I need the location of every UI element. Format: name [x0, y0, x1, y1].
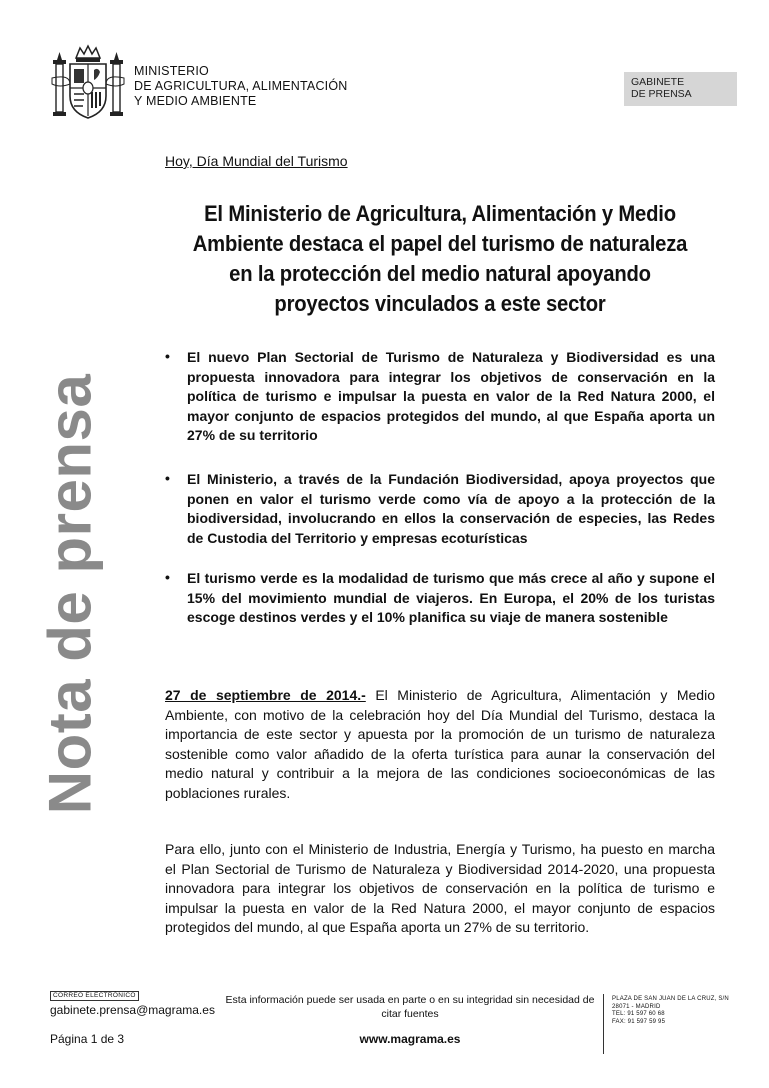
headline-line: en la protección del medio natural apoyando — [229, 261, 651, 286]
paragraph-text: Para ello, junto con el Ministerio de Industria, Energía y Turismo, ha puesto en marcha el Plan Sectorial de Turismo de Naturaleza y Biodiversidad 2014-2020, una propuesta innovadora para integrar los objetivos de conservación en la política de turismo e impulsar la puesta en valor de la Red Natura 2000, el mayor conjunto de espacios protegidos del mundo, al que España aporta un 27% de su territorio. — [165, 841, 715, 935]
website-link[interactable]: www.magrama.es — [359, 1032, 461, 1046]
bullet-text: El nuevo Plan Sectorial de Turismo de Naturaleza y Biodiversidad es una propuesta innovadora para integrar los objetivos de conservación en la política de turismo e impulsar la puesta en valor de la Red Natura 2000, el mayor conjunto de espacios protegidos del mundo, al que España aporta un 27% de su territorio — [187, 349, 715, 443]
email-label: CORREO ELECTRÓNICO — [50, 991, 139, 1001]
gabinete-prensa-box — [624, 72, 737, 106]
address-line: PLAZA DE SAN JUAN DE LA CRUZ, S/N — [612, 996, 729, 1002]
list-item: • El Ministerio, a través de la Fundación Biodiversidad, apoya proyectos que ponen en valor el turismo verde como vía de apoyo a la protección de la biodiversidad, involucrando en ellos la conservación de especies, las Redes de Custodia del Territorio y empresas ecoturísticas — [165, 470, 715, 548]
ministry-line: DE AGRICULTURA, ALIMENTACIÓN — [134, 79, 348, 93]
side-label: Nota de prensa — [36, 373, 104, 815]
headline-line: Ambiente destaca el papel del turismo de naturaleza — [192, 231, 688, 256]
address-line: 28071 - MADRID — [612, 1003, 661, 1010]
contact-email[interactable]: gabinete.prensa@magrama.es — [50, 1003, 215, 1017]
paragraph-text: El Ministerio de Agricultura, Alimentación y Medio Ambiente, con motivo de la celebración hoy del Día Mundial del Turismo, destaca la importancia de este sector y apuesta por la promoción de un turismo de naturaleza sostenible como valor añadido de la oferta turística para aunar la conservación del medio natural y contribuir a la mejora de las condiciones socioeconómicas de las poblaciones rurales. — [165, 687, 715, 801]
footer-divider — [603, 994, 604, 1054]
usage-note: Esta información puede ser usada en parte o en su integridad sin necesidad de citar fuentes — [225, 994, 595, 1020]
headline-line: proyectos vinculados a este sector — [274, 291, 606, 316]
page-number: Página 1 de 3 — [50, 1032, 125, 1046]
headline-line: El Ministerio de Agricultura, Alimentación y Medio — [204, 201, 676, 226]
spain-coat-of-arms-icon — [50, 44, 126, 122]
press-date: 27 de septiembre de 2014.- — [165, 687, 366, 703]
kicker: Hoy, Día Mundial del Turismo — [165, 153, 348, 169]
body-paragraph — [165, 686, 715, 803]
list-item: • El nuevo Plan Sectorial de Turismo de Naturaleza y Biodiversidad es una propuesta innovadora para integrar los objetivos de conservación en la política de turismo e impulsar la puesta en valor de la Red Natura 2000, el mayor conjunto de espacios protegidos del mundo, al que España aporta un 27% de su territorio — [165, 348, 715, 446]
bullet-text: El turismo verde es la modalidad de turismo que más crece al año y supone el 15% del movimiento mundial de viajeros. En Europa, el 20% de los turistas escoge destinos verdes y el 10% planifica su viaje de manera sostenible — [187, 570, 715, 625]
list-item: • El turismo verde es la modalidad de turismo que más crece al año y supone el 15% del movimiento mundial de viajeros. En Europa, el 20% de los turistas escoge destinos verdes y el 10% planifica su viaje de manera sostenible — [165, 569, 715, 628]
address-line: TEL: 91 597 60 68 — [612, 1011, 665, 1017]
headline — [182, 199, 697, 319]
ministry-line: MINISTERIO — [134, 64, 209, 78]
side-label-box — [25, 373, 115, 815]
gabinete-line: GABINETE — [631, 76, 685, 88]
body-paragraph — [165, 840, 715, 938]
summary-bullets — [165, 348, 715, 658]
ministry-line: Y MEDIO AMBIENTE — [134, 94, 257, 108]
address-block — [612, 996, 729, 1026]
gabinete-line: DE PRENSA — [631, 87, 692, 100]
address-line: FAX: 91 597 59 95 — [612, 1018, 666, 1025]
ministry-name — [134, 64, 348, 109]
bullet-text: El Ministerio, a través de la Fundación Biodiversidad, apoya proyectos que ponen en valor el turismo verde como vía de apoyo a la protección de la biodiversidad, involucrando en ellos la conservación de especies, las Redes de Custodia del Territorio y empresas ecoturísticas — [187, 471, 715, 546]
